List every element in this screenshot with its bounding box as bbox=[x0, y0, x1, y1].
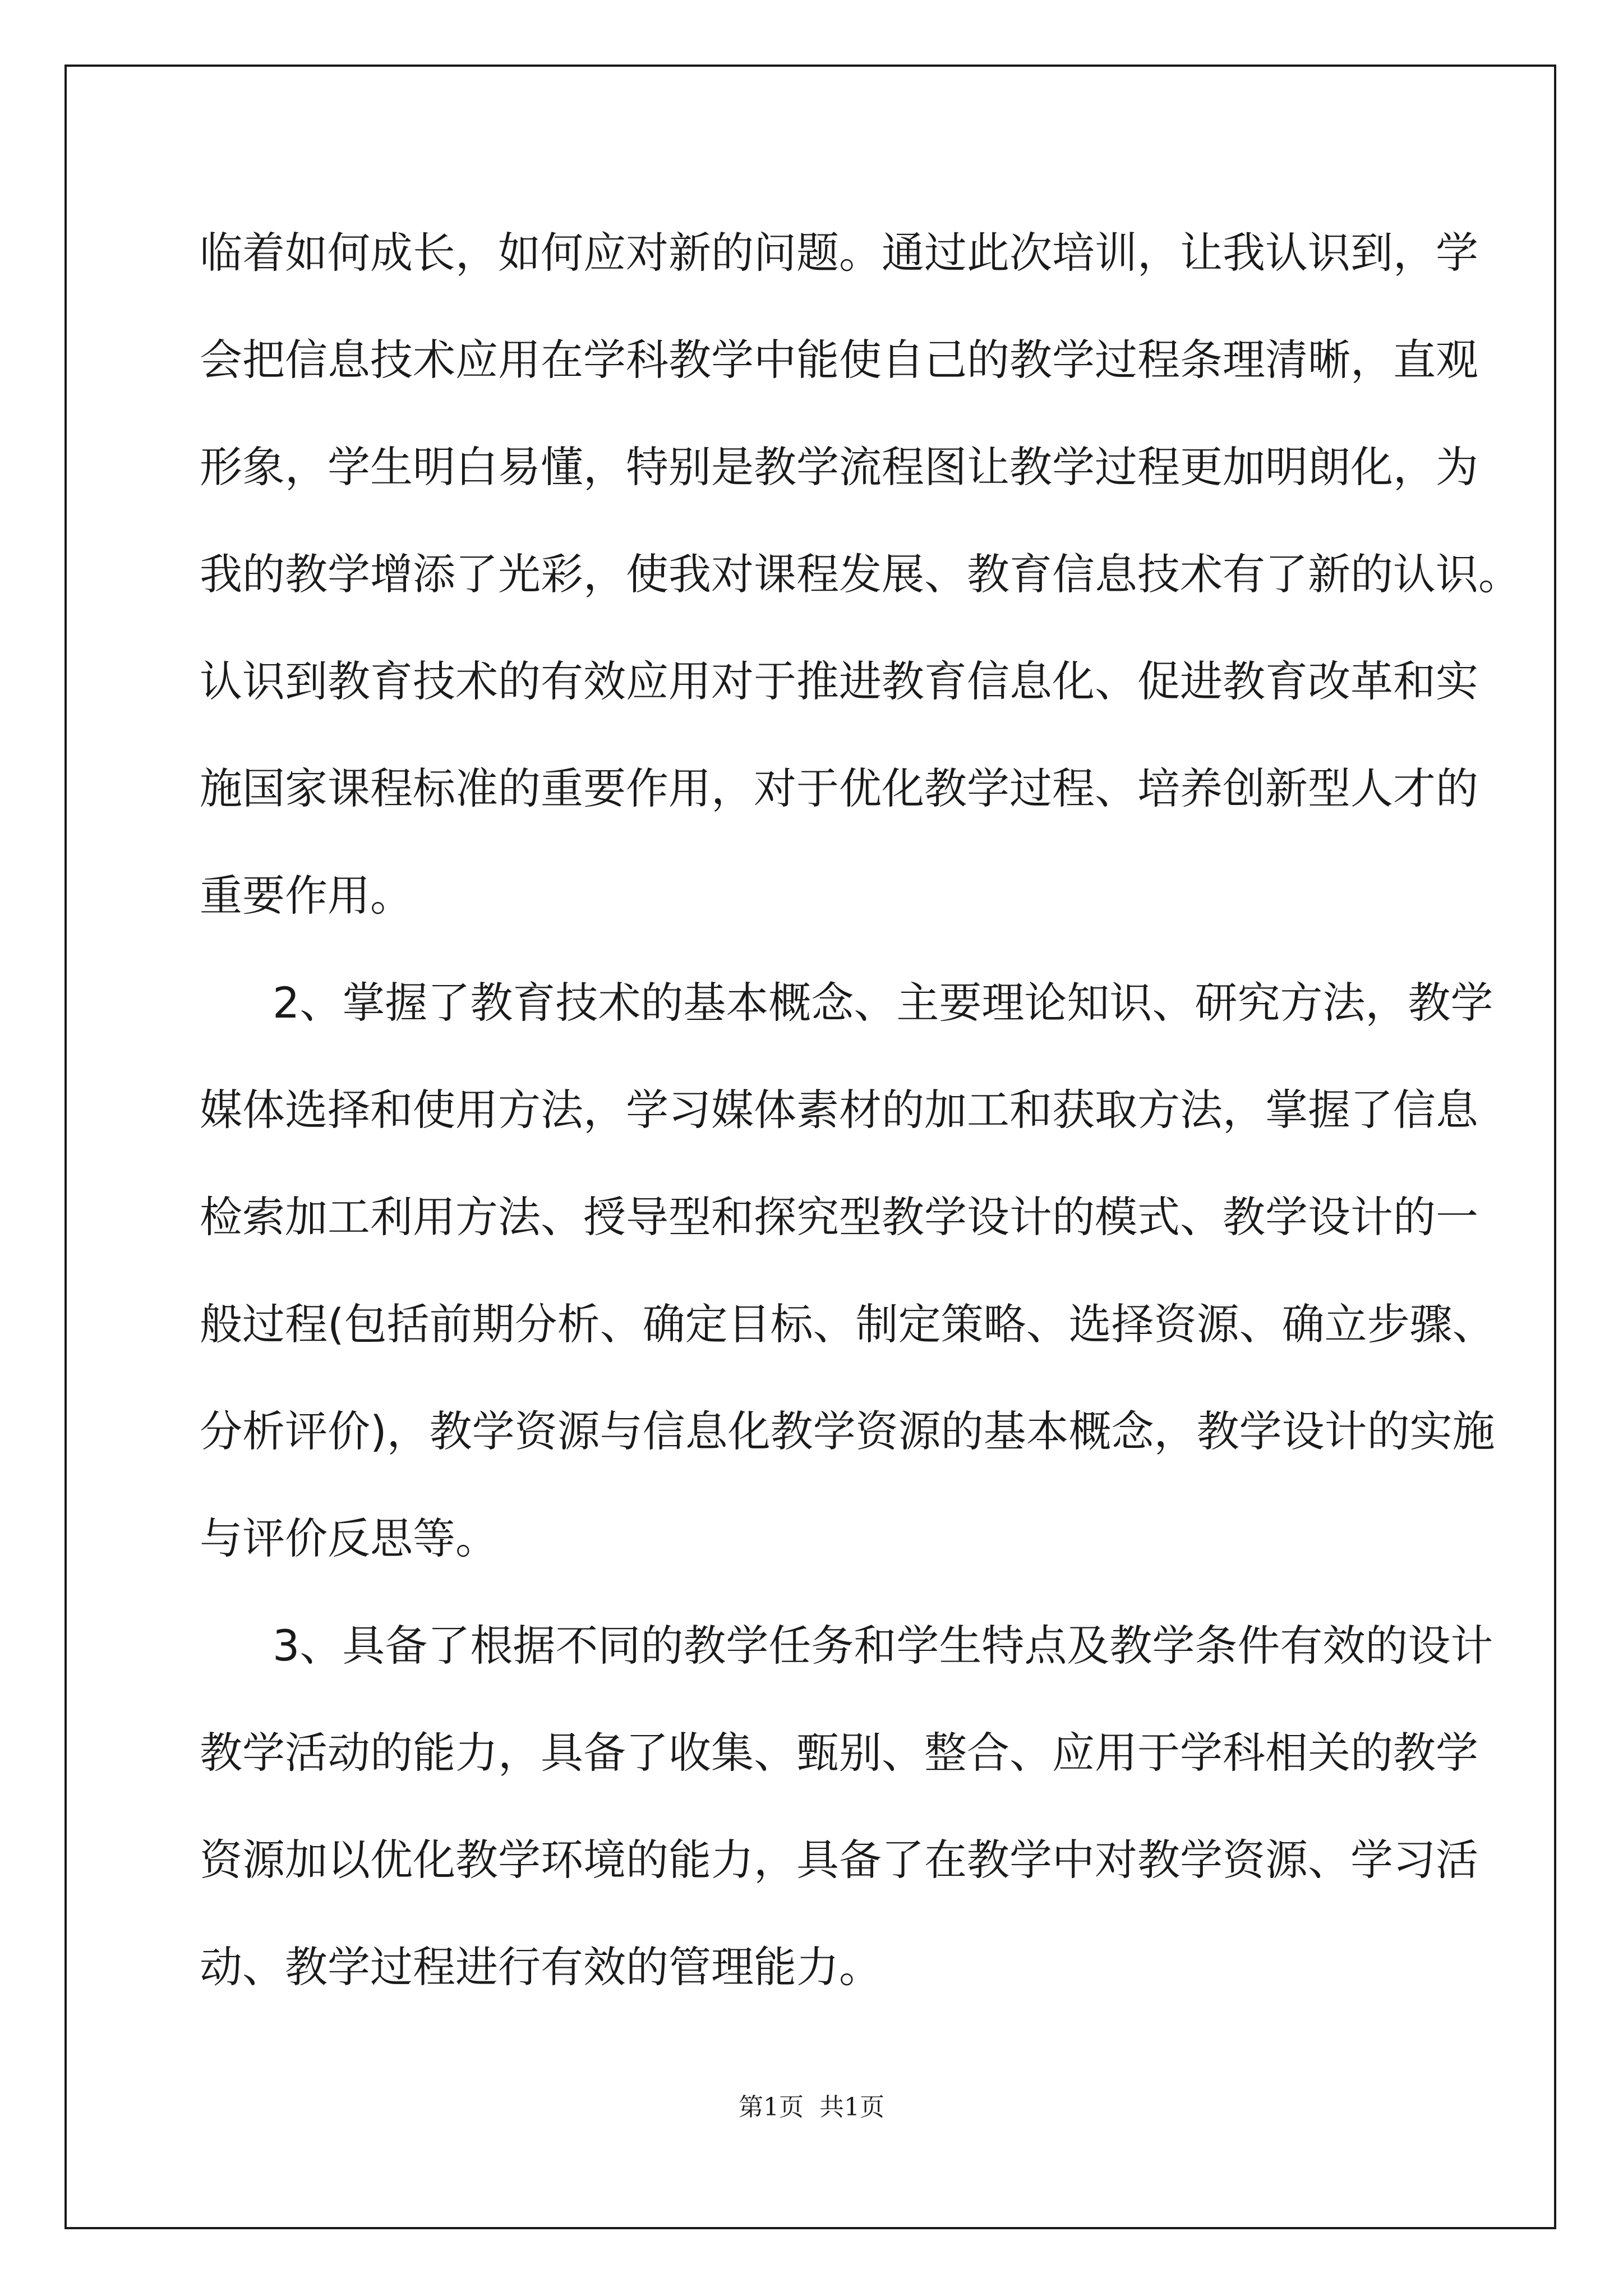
page-footer bbox=[0, 2087, 1623, 2123]
text-line: 般过程(包括前期分析、确定目标、制定策略、选择资源、确立步骤、 bbox=[200, 1299, 1495, 1349]
text-line: 施国家课程标准的重要作用，对于优化教学过程、培养创新型人才的 bbox=[200, 763, 1478, 813]
text-line: 动、教学过程进行有效的管理能力。 bbox=[200, 1942, 882, 1992]
text-line: 媒体选择和使用方法，学习媒体素材的加工和获取方法，掌握了信息 bbox=[200, 1085, 1478, 1135]
document-body bbox=[200, 219, 1521, 2040]
page-number-label: 第1页 共1页 bbox=[739, 2093, 884, 2122]
text-line: 重要作用。 bbox=[200, 871, 413, 921]
text-line: 形象，学生明白易懂，特别是教学流程图让教学过程更加明朗化，为 bbox=[200, 442, 1478, 492]
text-line: 分析评价)，教学资源与信息化教学资源的基本概念，教学设计的实施 bbox=[200, 1406, 1495, 1456]
text-line: 2、掌握了教育技术的基本概念、主要理论知识、研究方法，教学 bbox=[273, 978, 1493, 1028]
text-line: 临着如何成长，如何应对新的问题。通过此次培训，让我认识到，学 bbox=[200, 228, 1478, 278]
text-line: 3、具备了根据不同的教学任务和学生特点及教学条件有效的设计 bbox=[273, 1621, 1493, 1671]
text-line: 认识到教育技术的有效应用对于推进教育信息化、促进教育改革和实 bbox=[200, 656, 1478, 706]
text-line: 资源加以优化教学环境的能力，具备了在教学中对教学资源、学习活 bbox=[200, 1835, 1478, 1885]
text-line: 检索加工利用方法、授导型和探究型教学设计的模式、教学设计的一 bbox=[200, 1192, 1478, 1242]
text-line: 教学活动的能力，具备了收集、甄别、整合、应用于学科相关的教学 bbox=[200, 1728, 1478, 1778]
text-line: 我的教学增添了光彩，使我对课程发展、教育信息技术有了新的认识。 bbox=[200, 549, 1521, 599]
text-line: 与评价反思等。 bbox=[200, 1513, 498, 1563]
text-line: 会把信息技术应用在学科教学中能使自己的教学过程条理清晰，直观 bbox=[200, 335, 1478, 385]
